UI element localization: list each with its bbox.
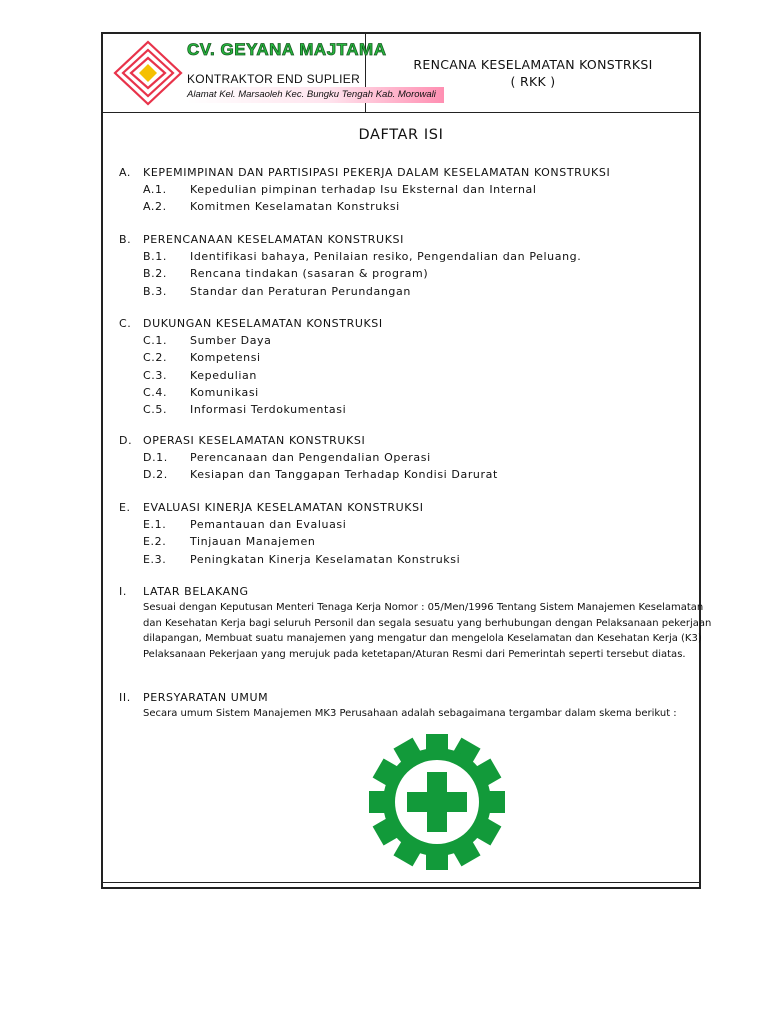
section-letter: B. <box>119 233 132 246</box>
section-heading <box>119 432 699 449</box>
toc-item <box>119 384 699 401</box>
section-letter: I. <box>119 585 127 598</box>
k3-gear-cross-icon <box>367 732 507 872</box>
section-heading <box>119 231 699 248</box>
section-title: DUKUNGAN KESELAMATAN KONSTRUKSI <box>143 317 383 330</box>
toc-item <box>119 248 699 265</box>
item-text: Informasi Terdokumentasi <box>190 403 347 417</box>
item-text: Komitmen Keselamatan Konstruksi <box>190 200 400 214</box>
item-code: B.2. <box>143 267 167 281</box>
item-code: A.2. <box>143 200 167 214</box>
item-text: Kesiapan dan Tanggapan Terhadap Kondisi Darurat <box>190 468 498 482</box>
section-letter: C. <box>119 317 132 330</box>
section-title: PERSYARATAN UMUM <box>143 691 269 704</box>
item-code: B.3. <box>143 284 167 298</box>
item-text: Peningkatan Kinerja Keselamatan Konstruksi <box>190 552 461 566</box>
section-letter: D. <box>119 434 133 447</box>
toc-item <box>119 401 699 418</box>
toc-section-b <box>119 231 699 300</box>
item-text: Pemantauan dan Evaluasi <box>190 518 347 531</box>
toc-section-a <box>119 164 699 216</box>
diamond-logo-icon <box>113 40 183 106</box>
section-letter: E. <box>119 501 131 514</box>
item-code: E.1. <box>143 518 167 531</box>
paragraph-line: dan Kesehatan Kerja bagi seluruh Personil dan segala sesuatu yang berhubungan dengan Pelaksanaan pekerjaan <box>143 617 712 629</box>
document-title-line-2: ( RKK ) <box>510 74 556 89</box>
toc-item <box>119 349 699 366</box>
toc-section-c <box>119 315 699 418</box>
section-title: PERENCANAAN KESELAMATAN KONSTRUKSI <box>143 233 404 246</box>
item-code: D.2. <box>143 468 168 482</box>
item-text: Komunikasi <box>190 385 259 399</box>
item-code: E.2. <box>143 535 167 549</box>
paragraph-line: Sesuai dengan Keputusan Menteri Tenaga Kerja Nomor : 05/Men/1996 Tentang Sistem Manajemen Keselamatan <box>143 602 704 613</box>
document-title <box>367 34 699 112</box>
item-code: D.1. <box>143 451 168 464</box>
paragraph-line: Pelaksanaan Pekerjaan yang merujuk pada ketetapan/Aturan Resmi dari Pemerintah seperti tersebut diatas. <box>143 648 686 660</box>
section-title: OPERASI KESELAMATAN KONSTRUKSI <box>143 434 366 447</box>
document-page <box>101 32 712 889</box>
section-title: LATAR BELAKANG <box>143 585 249 598</box>
company-tagline: KONTRAKTOR END SUPLIER <box>187 72 361 86</box>
paragraph-line: dilapangan, Membuat suatu manajemen yang mengatur dan mengelola Keselamatan dan Kesehatan Kerja (K3) <box>143 633 702 645</box>
item-text: Kepedulian pimpinan terhadap Isu Eksternal dan Internal <box>190 183 537 196</box>
toc-item <box>119 449 699 466</box>
toc-item <box>119 198 699 215</box>
item-code: C.4. <box>143 385 168 399</box>
document-title-line-1: RENCANA KESELAMATAN KONSTRKSI <box>413 57 653 72</box>
toc-item <box>119 283 699 300</box>
item-text: Kepedulian <box>190 368 257 382</box>
company-address: Alamat Kel. Marsaoleh Kec. Bungku Tengah Kab. Morowali <box>187 87 444 103</box>
section-title: KEPEMIMPINAN DAN PARTISIPASI PEKERJA DALAM KESELAMATAN KONSTRUKSI <box>143 166 611 179</box>
item-code: E.3. <box>143 552 167 566</box>
toc-section-e <box>119 499 699 568</box>
toc-section-d <box>119 432 699 484</box>
toc-item <box>119 181 699 198</box>
item-code: C.5. <box>143 403 168 417</box>
document-header <box>103 34 699 113</box>
item-code: B.1. <box>143 250 167 263</box>
item-text: Kompetensi <box>190 351 261 365</box>
section-heading <box>119 689 699 706</box>
toc-item <box>119 516 699 533</box>
item-text: Standar dan Peraturan Perundangan <box>190 284 411 298</box>
section-letter: A. <box>119 166 132 179</box>
section-heading <box>119 164 699 181</box>
item-code: C.1. <box>143 334 168 347</box>
item-text: Rencana tindakan (sasaran & program) <box>190 267 429 281</box>
item-code: C.3. <box>143 368 168 382</box>
toc-item <box>119 265 699 282</box>
section-letter: II. <box>119 691 131 704</box>
company-logo-block <box>103 34 436 112</box>
toc-item <box>119 551 699 568</box>
toc-title: DAFTAR ISI <box>358 127 444 143</box>
bottom-rule <box>103 882 699 883</box>
toc-item <box>119 367 699 384</box>
company-name: CV. GEYANA MAJTAMA <box>187 40 387 59</box>
item-text: Identifikasi bahaya, Penilaian resiko, Pengendalian dan Peluang. <box>190 250 582 263</box>
item-text: Perencanaan dan Pengendalian Operasi <box>190 451 431 464</box>
section-title: EVALUASI KINERJA KESELAMATAN KONSTRUKSI <box>143 501 424 514</box>
toc-item <box>119 332 699 349</box>
paragraph-line: Secara umum Sistem Manajemen MK3 Perusahaan adalah sebagaimana tergambar dalam skema berikut : <box>143 708 677 719</box>
item-text: Sumber Daya <box>190 334 272 347</box>
item-text: Tinjauan Manajemen <box>190 535 316 549</box>
section-heading <box>119 583 699 600</box>
requirements-section <box>119 689 699 722</box>
item-code: A.1. <box>143 183 167 196</box>
section-heading <box>119 499 699 516</box>
background-section <box>119 583 712 662</box>
section-heading <box>119 315 699 332</box>
toc-item <box>119 533 699 550</box>
item-code: C.2. <box>143 351 168 365</box>
toc-item <box>119 466 699 483</box>
